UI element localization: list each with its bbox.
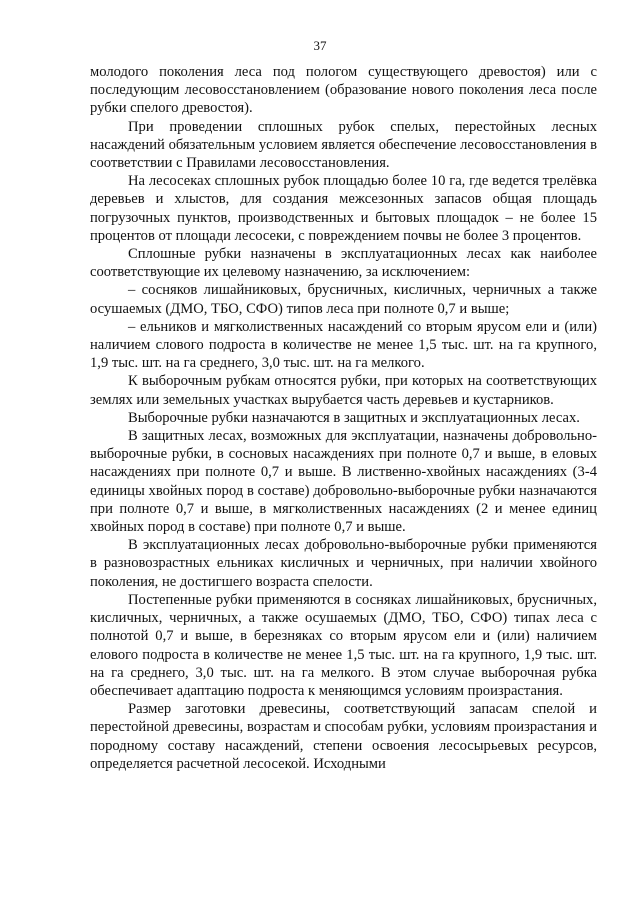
paragraph: В эксплуатационных лесах добровольно-выборочные рубки применяются в разновозрастных ельниках кисличных и черничных, при наличии хвойного поколения, не достигшего возраста спелости. xyxy=(90,537,597,590)
paragraph-continuation: молодого поколения леса под пологом существующего древостоя) или с последующим лесовосстановлением (образование нового поколения леса после рубки спелого древостоя). xyxy=(90,64,597,117)
paragraph: На лесосеках сплошных рубок площадью более 10 га, где ведется трелёвка деревьев и хлыстов, для создания межсезонных запасов общая площадь погрузочных пунктов, производственных и бытовых площадок – не более 15 процентов от площади лесосеки, с повреждением почвы не более 3 процентов. xyxy=(90,173,597,244)
paragraph: Выборочные рубки назначаются в защитных и эксплуатационных лесах. xyxy=(128,409,580,426)
paragraph: К выборочным рубкам относятся рубки, при которых на соответствующих землях или земельных участках вырубается часть деревьев и кустарников. xyxy=(90,373,597,408)
list-item: – ельников и мягколиственных насаждений со вторым ярусом ели и (или) наличием слового подроста в количестве не менее 1,5 тыс. шт. на га крупного, 1,9 тыс. шт. на га среднего, 3,0 тыс. шт. на га мелкого. xyxy=(90,318,597,372)
list-item: – сосняков лишайниковых, брусничных, кисличных, черничных а также осушаемых (ДМО, ТБО, СФО) типов леса при полноте 0,7 и выше; xyxy=(90,282,597,317)
paragraph: В защитных лесах, возможных для эксплуатации, назначены добровольно-выборочные рубки, в сосновых насаждениях при полноте 0,7 и выше, в еловых насаждениях при полноте 0,7 и выше. В лиственно-хвойных насаждениях (3-4 единицы хвойных пород в составе) добровольно-выборочные рубки назначаются при полноте 0,7 и выше, в мягколиственных насаждениях (2 и менее единиц хвойных пород в составе) при полноте 0,7 и выше. xyxy=(90,428,597,536)
page-number: 37 xyxy=(313,38,327,53)
paragraph: При проведении сплошных рубок спелых, перестойных лесных насаждений обязательным условием является обеспечение лесовосстановления в соответствии с Правилами лесовосстановления. xyxy=(90,118,597,172)
page-body xyxy=(90,63,597,773)
paragraph-truncated: Размер заготовки древесины, соответствующий запасам спелой и перестойной древесины, возрастам и способам рубки, условиям произрастания и породному составу насаждений, степени освоения лесосырьевых ресурсов, определяется расчетной лесосекой. Исходными xyxy=(90,701,597,772)
paragraph: Постепенные рубки применяются в сосняках лишайниковых, брусничных, кисличных, черничных, а также осушаемых (ДМО, ТБО, СФО) типах леса с полнотой 0,7 и выше, в березняках со вторым ярусом ели и (или) наличием елового подроста в количестве не менее 1,5 тыс. шт. на га крупного, 1,9 тыс. шт. на га среднего, 3,0 тыс. шт. на га мелкого. В этом случае выборочная рубка обеспечивает адаптацию подроста к меняющимся условиям произрастания. xyxy=(90,591,597,699)
paragraph: Сплошные рубки назначены в эксплуатационных лесах как наиболее соответствующие их целевому назначению, за исключением: xyxy=(90,246,597,281)
